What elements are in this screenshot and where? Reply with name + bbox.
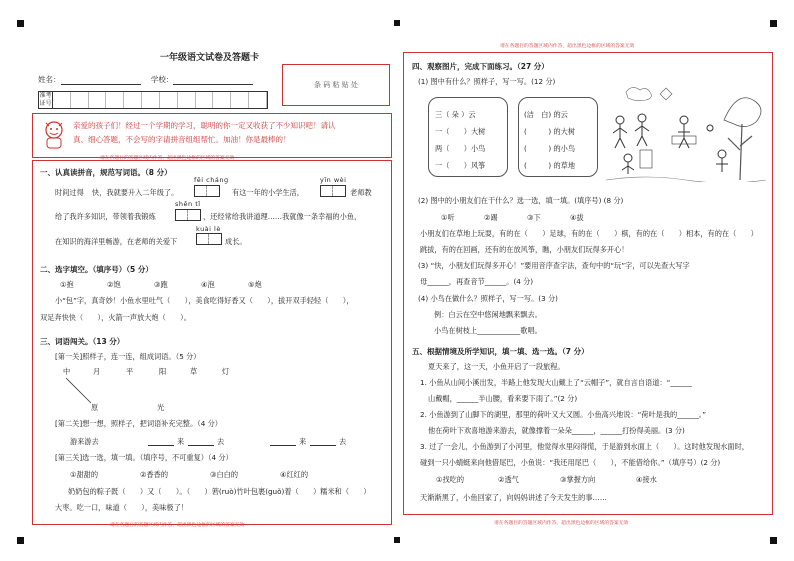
name-label: 姓名：: [38, 75, 61, 84]
s2-opt-1: ①抱: [60, 280, 74, 289]
s5-p0: 夏天来了，这一天，小鱼开启了一段旅程。: [428, 362, 565, 371]
id-cell[interactable]: [142, 92, 160, 108]
s1-line3a: 在知识的海洋里畅游，在老师的关爱下: [55, 237, 178, 246]
top-char: 平: [126, 367, 134, 376]
g2-b3: 来: [299, 437, 307, 446]
q2-opt: ③下: [527, 213, 541, 222]
section3-heading: 三、词语闯关。（13 分）: [40, 337, 125, 346]
q2-opt: ④拔: [570, 213, 584, 222]
s1-line3b: 成长。: [225, 237, 247, 246]
q4-example: 例：白云在空中悠闲地飘来飘去。: [434, 310, 542, 319]
exam-id-box: [38, 91, 268, 109]
s5-p2b: 他在荷叶下欢喜地游来游去，就像撑着一朵朵______，______打扮得美丽。(3 分): [428, 426, 685, 435]
kids-playing-illustration: [606, 80, 766, 182]
pair-left: 一（ ）大树: [435, 127, 486, 136]
s2-opt-5: ⑤炮: [248, 280, 262, 289]
g2-b1: 来: [177, 437, 185, 446]
top-char: 中: [63, 367, 71, 376]
g2-b2: 去: [217, 437, 225, 446]
school-label: 学校：: [150, 75, 174, 84]
g1-title: [第一关]照样子，连一连，组成词语。（5 分）: [55, 352, 201, 361]
top-char: 阳: [159, 367, 167, 376]
s5-p2a: 2. 小鱼游到了山脚下的湖里，那里的荷叶又大又圆。小鱼高兴地说：“荷叶是我的______。”: [420, 410, 707, 419]
section4-heading: 四、观察图片，完成下面练习。（27 分）: [412, 62, 549, 71]
s5-p4: 天渐渐黑了，小鱼回家了，向妈妈讲述了今天发生的事……: [420, 493, 607, 502]
corner-marker: [770, 537, 777, 544]
pair-right: ( ) 的草地: [524, 161, 576, 170]
fold-marker: [394, 20, 400, 26]
barcode-label: 条 码 粘 贴 处: [314, 81, 358, 89]
g2-blank[interactable]: [188, 437, 214, 446]
s2-opt-2: ②饱: [107, 280, 121, 289]
school-field[interactable]: [173, 76, 253, 85]
g2-title: [第二关]想一想，照样子，把词语补充完整。（4 分）: [55, 419, 222, 428]
writing-grid-4[interactable]: [196, 233, 222, 245]
fold-marker: [394, 537, 400, 543]
g3-line-1: 奶奶包的粽子既（ ）又（ ）。（ ）箬(ruò)竹叶包裹(guǒ)着（ ）糯米和（ ）: [68, 487, 371, 496]
s2-line-2: 双足奔快快（ ），火箭一声放大炮（ ）。: [40, 313, 191, 322]
corner-marker: [770, 20, 777, 27]
id-cell[interactable]: [178, 92, 196, 108]
pair-right: (洁 白) 的云: [524, 110, 568, 119]
q3-line-2: 母______，再查音节______。(4 分): [420, 277, 534, 286]
s5-p3b: 碰到一只小蜻蜓来向他借尾巴，小鱼说：“我还用尾巴（ ），不能借给你。”（填序号）(2 分): [420, 458, 721, 467]
intro-line-2: 真、细心答题，不会写的字请拼音组组帮忙。加油！你是最棒的！: [73, 135, 291, 144]
g2-example: 游来游去: [70, 437, 99, 446]
name-field[interactable]: [61, 76, 141, 85]
writing-grid-1[interactable]: [194, 185, 220, 197]
q2-opt: ①听: [441, 213, 455, 222]
notice-right-top: 请在各题目的答题区域内作答，超出黑色边框的区域的答案无效: [500, 44, 635, 49]
s5-opt: ④接水: [636, 475, 657, 484]
g3-opt: ④红红的: [280, 470, 309, 479]
id-cell[interactable]: [106, 92, 124, 108]
id-cell[interactable]: [71, 92, 89, 108]
id-cell[interactable]: [124, 92, 142, 108]
id-cell[interactable]: [89, 92, 107, 108]
s1-line2a: 给了我许多知识，带领着我锻炼: [55, 212, 156, 221]
section1-heading: 一、认真读拼音，规范写词语。（8 分）: [40, 168, 172, 177]
g3-opt: ③白白的: [210, 470, 239, 479]
s5-p1b: 山戴帽，______半山腰，看来要下雨了。”(2 分): [428, 394, 578, 403]
pair-right: ( ) 的小鸟: [524, 144, 576, 153]
pair-left: 三（ 朵 ）云: [435, 110, 476, 119]
s1-line1c: 有这一年的小学生活，: [232, 188, 304, 197]
s5-p1a: 1. 小鱼从山间小溪出发，半路上他发现大山戴上了“云帽子”，就自言自语道：“______: [420, 378, 692, 387]
g2-blank[interactable]: [310, 437, 336, 446]
barcode-area: [282, 64, 390, 106]
pinyin-3: shēn tǐ: [175, 200, 201, 208]
g2-blank[interactable]: [148, 437, 174, 446]
s1-line1d: 老师教: [350, 188, 372, 197]
pair-left: 两（ ）小鸟: [435, 144, 486, 153]
pinyin-4: kuài lè: [196, 225, 221, 233]
q2-line-1: 小朋友们在草地上玩耍，有的在（ ）足球，有的在（ ）棋，有的在（ ）相本，有的在（ ）: [420, 229, 758, 238]
q4-text: (4) 小鸟在做什么？照样子，写一写。(3 分): [418, 294, 558, 303]
notice-right-bottom: 请在各题目的答题区域内作答，超出黑色边框的区域的答案无效: [494, 521, 629, 526]
g2-b4: 去: [339, 437, 347, 446]
section5-heading: 五、根据情境及所学知识，填一填、选一选。（7 分）: [412, 347, 589, 356]
q2-line-2: 跳拔，有的在回画，还有的在放风筝，瞧，小朋友们玩得多开心！: [420, 245, 629, 254]
mascot-icon: [41, 120, 67, 150]
writing-grid-3[interactable]: [175, 209, 201, 221]
s5-opt: ③掌握方向: [560, 475, 596, 484]
corner-marker: [17, 20, 24, 27]
corner-marker: [17, 537, 24, 544]
s1-line1a: 时间过得: [55, 188, 84, 197]
s2-opt-3: ③跑: [154, 280, 168, 289]
q2-opt: ②踢: [484, 213, 498, 222]
intro-panel: [32, 113, 392, 158]
s5-opt: ①找吃的: [436, 475, 465, 484]
top-char: 草: [190, 367, 198, 376]
page-title: 一年级语文试卷及答题卡: [160, 53, 260, 63]
g3-opt: ②香香的: [140, 470, 169, 479]
notice-left-bottom: 请在各题目的答题区域内作答，超出黑色边框的区域的答案无效: [110, 523, 245, 528]
id-cell[interactable]: [231, 92, 249, 108]
id-cell[interactable]: [213, 92, 231, 108]
section2-heading: 二、选字填空。（填序号）（5 分）: [40, 265, 153, 274]
student-info: [38, 74, 253, 85]
g2-blank[interactable]: [270, 437, 296, 446]
id-label: 准考证号: [39, 92, 52, 107]
g3-title: [第三关]选一选，填一填。（填序号，不可重复）（4 分）: [55, 453, 233, 462]
id-cell[interactable]: [160, 92, 178, 108]
q1-text: (1) 图中有什么？照样子，写一写。(12 分): [418, 77, 556, 86]
id-cell[interactable]: [53, 92, 71, 108]
q2-text: (2) 图中的小朋友们在干什么？选一选，填一填。(填序号) (8 分): [418, 196, 624, 205]
pair-left: 一（ ）风筝: [435, 161, 486, 170]
q3-line-1: (3) “快，小朋友们玩得多开心！”要用音序查字法，查句中的“玩”字，可以先查大写字: [418, 261, 690, 270]
notice-left-top: 请在各题目的答题区域内作答，超出黑色边框的区域的答案无效: [100, 156, 235, 161]
bottom-char: 光: [157, 403, 165, 412]
q4-fill: 小鸟在树枝上____________歌唱。: [434, 326, 542, 335]
bottom-char: 原: [91, 403, 99, 412]
pinyin-2: yīn wèi: [320, 176, 347, 184]
id-cell[interactable]: [249, 92, 267, 108]
s2-opt-4: ④泡: [201, 280, 215, 289]
intro-line-1: 亲爱的孩子们！经过一个学期的学习，聪明的你一定又收获了不少知识吧！请认: [73, 121, 336, 130]
top-char: 灯: [222, 367, 230, 376]
s2-line-1: 小“包”字，真奇妙！小鱼水里吐气（ ），美食吃得好香又（ ），拔开双手轻轻（ ），: [55, 296, 354, 305]
writing-grid-2[interactable]: [320, 185, 346, 197]
intro-text: [73, 119, 388, 147]
s1-line2b: ，还经常给我讲道理……我就像一条幸福的小鱼，: [203, 212, 362, 221]
top-char: 月: [93, 367, 101, 376]
example-match-line: [55, 375, 105, 405]
s5-opt: ②透气: [498, 475, 519, 484]
id-cell[interactable]: [196, 92, 214, 108]
pinyin-1: fēi chánɡ: [194, 176, 229, 184]
pair-right: ( ) 的大树: [524, 127, 576, 136]
s5-p3a: 3. 过了一会儿，小鱼游到了小河里，他觉得水里闷得慌，于是游到水面上（ ）。这时他发现水面时，: [420, 442, 749, 451]
g3-line-2: 大枣。吃一口，味道（ ），美味极了！: [55, 503, 188, 512]
g3-opt: ①甜甜的: [70, 470, 99, 479]
s1-line1b: 快，我就要升入二年级了。: [92, 188, 179, 197]
